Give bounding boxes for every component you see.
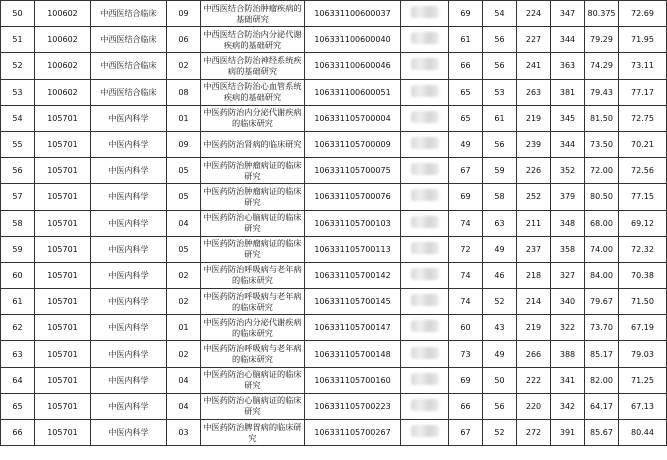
redacted-name-blur — [411, 268, 439, 280]
research-direction-cell: 中西医结合防治心血管系统疾病的基础研究 — [201, 79, 305, 105]
candidate-name-cell — [401, 1, 449, 27]
direction-code-cell: 02 — [167, 289, 201, 315]
final-score-cell: 77.17 — [619, 79, 667, 105]
major-name-cell: 中医内科学 — [91, 210, 167, 236]
exam-id-cell: 106331105700145 — [305, 289, 401, 315]
politics-score-cell: 65 — [449, 79, 483, 105]
direction-code-cell: 02 — [167, 53, 201, 79]
major-name-cell: 中医内科学 — [91, 315, 167, 341]
redacted-name-blur — [411, 216, 439, 228]
retest-score-cell: 84.00 — [585, 262, 619, 288]
candidate-name-cell — [401, 79, 449, 105]
table-row — [1, 289, 667, 315]
course-score-cell: 224 — [517, 1, 551, 27]
total-score-cell: 347 — [551, 1, 585, 27]
major-code-cell: 105701 — [35, 158, 91, 184]
major-code-cell: 100602 — [35, 79, 91, 105]
major-name-cell: 中医内科学 — [91, 420, 167, 446]
retest-score-cell: 85.67 — [585, 420, 619, 446]
research-direction-cell: 中医药防治肿瘤病证的临床研究 — [201, 184, 305, 210]
politics-score-cell: 74 — [449, 289, 483, 315]
exam-id-cell: 106331105700160 — [305, 367, 401, 393]
politics-score-cell: 67 — [449, 420, 483, 446]
exam-id-cell: 106331105700113 — [305, 236, 401, 262]
row-number-cell: 52 — [1, 53, 35, 79]
course-score-cell: 218 — [517, 262, 551, 288]
candidate-name-cell — [401, 131, 449, 157]
research-direction-cell: 中医药防治肿瘤病证的临床研究 — [201, 158, 305, 184]
retest-score-cell: 79.29 — [585, 27, 619, 53]
table-row — [1, 236, 667, 262]
final-score-cell: 80.44 — [619, 420, 667, 446]
total-score-cell: 388 — [551, 341, 585, 367]
major-name-cell: 中西医结合临床 — [91, 53, 167, 79]
direction-code-cell: 04 — [167, 393, 201, 419]
final-score-cell: 72.56 — [619, 158, 667, 184]
row-number-cell: 64 — [1, 367, 35, 393]
major-name-cell: 中医内科学 — [91, 289, 167, 315]
total-score-cell: 322 — [551, 315, 585, 341]
total-score-cell: 340 — [551, 289, 585, 315]
exam-id-cell: 106331100600051 — [305, 79, 401, 105]
course-score-cell: 237 — [517, 236, 551, 262]
candidate-name-cell — [401, 53, 449, 79]
politics-score-cell: 69 — [449, 184, 483, 210]
final-score-cell: 77.15 — [619, 184, 667, 210]
research-direction-cell: 中医药防治呼吸病与老年病的临床研究 — [201, 262, 305, 288]
politics-score-cell: 74 — [449, 262, 483, 288]
politics-score-cell: 67 — [449, 158, 483, 184]
politics-score-cell: 73 — [449, 341, 483, 367]
total-score-cell: 391 — [551, 420, 585, 446]
major-code-cell: 100602 — [35, 27, 91, 53]
table-row — [1, 105, 667, 131]
english-score-cell: 49 — [483, 236, 517, 262]
english-score-cell: 59 — [483, 158, 517, 184]
table-row — [1, 27, 667, 53]
course-score-cell: 272 — [517, 420, 551, 446]
row-number-cell: 53 — [1, 79, 35, 105]
major-code-cell: 105701 — [35, 262, 91, 288]
major-code-cell: 105701 — [35, 420, 91, 446]
direction-code-cell: 04 — [167, 210, 201, 236]
table-row — [1, 262, 667, 288]
table-row — [1, 315, 667, 341]
english-score-cell: 46 — [483, 262, 517, 288]
redacted-name-blur — [411, 373, 439, 385]
english-score-cell: 53 — [483, 79, 517, 105]
research-direction-cell: 中西医结合防治神经系统疾病的基础研究 — [201, 53, 305, 79]
total-score-cell: 363 — [551, 53, 585, 79]
direction-code-cell: 06 — [167, 27, 201, 53]
redacted-name-blur — [411, 425, 439, 437]
major-code-cell: 105701 — [35, 105, 91, 131]
total-score-cell: 348 — [551, 210, 585, 236]
course-score-cell: 219 — [517, 105, 551, 131]
redacted-name-blur — [411, 399, 439, 411]
redacted-name-blur — [411, 32, 439, 44]
retest-score-cell: 64.17 — [585, 393, 619, 419]
table-row — [1, 53, 667, 79]
row-number-cell: 62 — [1, 315, 35, 341]
major-name-cell: 中西医结合临床 — [91, 1, 167, 27]
retest-score-cell: 79.67 — [585, 289, 619, 315]
major-name-cell: 中医内科学 — [91, 105, 167, 131]
direction-code-cell: 09 — [167, 1, 201, 27]
retest-score-cell: 73.70 — [585, 315, 619, 341]
total-score-cell: 341 — [551, 367, 585, 393]
english-score-cell: 61 — [483, 105, 517, 131]
direction-code-cell: 05 — [167, 236, 201, 262]
english-score-cell: 43 — [483, 315, 517, 341]
candidate-name-cell — [401, 105, 449, 131]
row-number-cell: 66 — [1, 420, 35, 446]
total-score-cell: 379 — [551, 184, 585, 210]
direction-code-cell: 01 — [167, 315, 201, 341]
exam-id-cell: 106331105700147 — [305, 315, 401, 341]
candidate-name-cell — [401, 236, 449, 262]
total-score-cell: 344 — [551, 131, 585, 157]
exam-id-cell: 106331105700223 — [305, 393, 401, 419]
total-score-cell: 342 — [551, 393, 585, 419]
final-score-cell: 79.03 — [619, 341, 667, 367]
major-name-cell: 中医内科学 — [91, 236, 167, 262]
politics-score-cell: 74 — [449, 210, 483, 236]
row-number-cell: 54 — [1, 105, 35, 131]
final-score-cell: 67.13 — [619, 393, 667, 419]
major-name-cell: 中医内科学 — [91, 393, 167, 419]
retest-score-cell: 81.50 — [585, 105, 619, 131]
english-score-cell: 52 — [483, 289, 517, 315]
redacted-name-blur — [411, 320, 439, 332]
research-direction-cell: 中医药防治内分泌代谢疾病的临床研究 — [201, 105, 305, 131]
redacted-name-blur — [411, 85, 439, 97]
course-score-cell: 227 — [517, 27, 551, 53]
direction-code-cell: 05 — [167, 158, 201, 184]
research-direction-cell: 中医药防治肿瘤病证的临床研究 — [201, 236, 305, 262]
row-number-cell: 50 — [1, 1, 35, 27]
course-score-cell: 226 — [517, 158, 551, 184]
course-score-cell: 252 — [517, 184, 551, 210]
research-direction-cell: 中医药防治内分泌代谢疾病的临床研究 — [201, 315, 305, 341]
major-code-cell: 105701 — [35, 341, 91, 367]
english-score-cell: 56 — [483, 27, 517, 53]
course-score-cell: 214 — [517, 289, 551, 315]
major-code-cell: 105701 — [35, 184, 91, 210]
candidate-name-cell — [401, 315, 449, 341]
table-row — [1, 341, 667, 367]
politics-score-cell: 49 — [449, 131, 483, 157]
english-score-cell: 49 — [483, 341, 517, 367]
exam-id-cell: 106331105700267 — [305, 420, 401, 446]
major-name-cell: 中医内科学 — [91, 262, 167, 288]
final-score-cell: 70.38 — [619, 262, 667, 288]
redacted-name-blur — [411, 58, 439, 70]
table-row — [1, 184, 667, 210]
major-name-cell: 中医内科学 — [91, 158, 167, 184]
direction-code-cell: 04 — [167, 367, 201, 393]
research-direction-cell: 中医药防治心脑病证的临床研究 — [201, 210, 305, 236]
row-number-cell: 65 — [1, 393, 35, 419]
major-name-cell: 中西医结合临床 — [91, 27, 167, 53]
candidate-name-cell — [401, 27, 449, 53]
total-score-cell: 344 — [551, 27, 585, 53]
retest-score-cell: 85.17 — [585, 341, 619, 367]
english-score-cell: 52 — [483, 420, 517, 446]
final-score-cell: 72.69 — [619, 1, 667, 27]
major-name-cell: 中西医结合临床 — [91, 79, 167, 105]
exam-id-cell: 106331100600040 — [305, 27, 401, 53]
research-direction-cell: 中医药防治心脑病证的临床研究 — [201, 393, 305, 419]
major-code-cell: 105701 — [35, 367, 91, 393]
retest-score-cell: 68.00 — [585, 210, 619, 236]
course-score-cell: 211 — [517, 210, 551, 236]
total-score-cell: 358 — [551, 236, 585, 262]
row-number-cell: 55 — [1, 131, 35, 157]
research-direction-cell: 中西医结合防治内分泌代谢疾病的基础研究 — [201, 27, 305, 53]
direction-code-cell: 02 — [167, 341, 201, 367]
table-row — [1, 158, 667, 184]
english-score-cell: 56 — [483, 53, 517, 79]
research-direction-cell: 中医药防治脾胃病的临床研究 — [201, 420, 305, 446]
redacted-name-blur — [411, 137, 439, 149]
table-row — [1, 131, 667, 157]
direction-code-cell: 02 — [167, 262, 201, 288]
politics-score-cell: 66 — [449, 53, 483, 79]
english-score-cell: 50 — [483, 367, 517, 393]
major-code-cell: 105701 — [35, 315, 91, 341]
direction-code-cell: 05 — [167, 184, 201, 210]
retest-score-cell: 82.00 — [585, 367, 619, 393]
direction-code-cell: 08 — [167, 79, 201, 105]
row-number-cell: 51 — [1, 27, 35, 53]
row-number-cell: 59 — [1, 236, 35, 262]
retest-score-cell: 74.29 — [585, 53, 619, 79]
candidate-name-cell — [401, 262, 449, 288]
politics-score-cell: 65 — [449, 105, 483, 131]
course-score-cell: 220 — [517, 393, 551, 419]
candidate-name-cell — [401, 420, 449, 446]
candidate-name-cell — [401, 341, 449, 367]
retest-score-cell: 74.00 — [585, 236, 619, 262]
total-score-cell: 352 — [551, 158, 585, 184]
exam-id-cell: 106331105700009 — [305, 131, 401, 157]
final-score-cell: 70.21 — [619, 131, 667, 157]
major-code-cell: 100602 — [35, 53, 91, 79]
retest-score-cell: 73.50 — [585, 131, 619, 157]
research-direction-cell: 中医药防治呼吸病与老年病的临床研究 — [201, 341, 305, 367]
final-score-cell: 73.11 — [619, 53, 667, 79]
english-score-cell: 56 — [483, 393, 517, 419]
english-score-cell: 54 — [483, 1, 517, 27]
retest-score-cell: 72.00 — [585, 158, 619, 184]
final-score-cell: 69.12 — [619, 210, 667, 236]
candidate-name-cell — [401, 158, 449, 184]
direction-code-cell: 03 — [167, 420, 201, 446]
redacted-name-blur — [411, 242, 439, 254]
course-score-cell: 239 — [517, 131, 551, 157]
research-direction-cell: 中医药防治呼吸病与老年病的临床研究 — [201, 289, 305, 315]
major-code-cell: 105701 — [35, 393, 91, 419]
major-code-cell: 105701 — [35, 131, 91, 157]
retest-score-cell: 79.43 — [585, 79, 619, 105]
retest-score-cell: 80.50 — [585, 184, 619, 210]
candidate-name-cell — [401, 184, 449, 210]
major-name-cell: 中医内科学 — [91, 131, 167, 157]
row-number-cell: 61 — [1, 289, 35, 315]
table-row — [1, 1, 667, 27]
exam-id-cell: 106331105700075 — [305, 158, 401, 184]
total-score-cell: 381 — [551, 79, 585, 105]
row-number-cell: 57 — [1, 184, 35, 210]
politics-score-cell: 72 — [449, 236, 483, 262]
redacted-name-blur — [411, 189, 439, 201]
exam-id-cell: 106331105700103 — [305, 210, 401, 236]
final-score-cell: 67.19 — [619, 315, 667, 341]
redacted-name-blur — [411, 111, 439, 123]
major-code-cell: 105701 — [35, 236, 91, 262]
research-direction-cell: 中医药防治心脑病证的临床研究 — [201, 367, 305, 393]
politics-score-cell: 69 — [449, 1, 483, 27]
english-score-cell: 58 — [483, 184, 517, 210]
politics-score-cell: 66 — [449, 393, 483, 419]
direction-code-cell: 01 — [167, 105, 201, 131]
candidate-name-cell — [401, 393, 449, 419]
exam-id-cell: 106331105700076 — [305, 184, 401, 210]
exam-id-cell: 106331100600046 — [305, 53, 401, 79]
course-score-cell: 266 — [517, 341, 551, 367]
table-body — [1, 1, 667, 446]
politics-score-cell: 69 — [449, 367, 483, 393]
table-row — [1, 420, 667, 446]
row-number-cell: 60 — [1, 262, 35, 288]
table-row — [1, 210, 667, 236]
course-score-cell: 263 — [517, 79, 551, 105]
research-direction-cell: 中西医结合防治肿瘤疾病的基础研究 — [201, 1, 305, 27]
english-score-cell: 56 — [483, 131, 517, 157]
major-name-cell: 中医内科学 — [91, 367, 167, 393]
exam-id-cell: 106331105700148 — [305, 341, 401, 367]
candidate-name-cell — [401, 367, 449, 393]
final-score-cell: 71.25 — [619, 367, 667, 393]
table-row — [1, 393, 667, 419]
row-number-cell: 56 — [1, 158, 35, 184]
exam-id-cell: 106331100600037 — [305, 1, 401, 27]
major-name-cell: 中医内科学 — [91, 341, 167, 367]
retest-score-cell: 80.375 — [585, 1, 619, 27]
redacted-name-blur — [411, 6, 439, 18]
exam-id-cell: 106331105700142 — [305, 262, 401, 288]
candidate-name-cell — [401, 210, 449, 236]
table-row — [1, 367, 667, 393]
final-score-cell: 71.50 — [619, 289, 667, 315]
final-score-cell: 72.32 — [619, 236, 667, 262]
total-score-cell: 327 — [551, 262, 585, 288]
english-score-cell: 63 — [483, 210, 517, 236]
politics-score-cell: 60 — [449, 315, 483, 341]
course-score-cell: 241 — [517, 53, 551, 79]
row-number-cell: 58 — [1, 210, 35, 236]
final-score-cell: 71.95 — [619, 27, 667, 53]
total-score-cell: 345 — [551, 105, 585, 131]
major-code-cell: 100602 — [35, 1, 91, 27]
course-score-cell: 219 — [517, 315, 551, 341]
final-score-cell: 72.75 — [619, 105, 667, 131]
research-direction-cell: 中医药防治肾病的临床研究 — [201, 131, 305, 157]
redacted-name-blur — [411, 347, 439, 359]
politics-score-cell: 61 — [449, 27, 483, 53]
redacted-name-blur — [411, 294, 439, 306]
candidate-name-cell — [401, 289, 449, 315]
exam-id-cell: 106331105700004 — [305, 105, 401, 131]
course-score-cell: 222 — [517, 367, 551, 393]
table-row — [1, 79, 667, 105]
major-name-cell: 中医内科学 — [91, 184, 167, 210]
major-code-cell: 105701 — [35, 289, 91, 315]
redacted-name-blur — [411, 163, 439, 175]
direction-code-cell: 09 — [167, 131, 201, 157]
row-number-cell: 63 — [1, 341, 35, 367]
major-code-cell: 105701 — [35, 210, 91, 236]
